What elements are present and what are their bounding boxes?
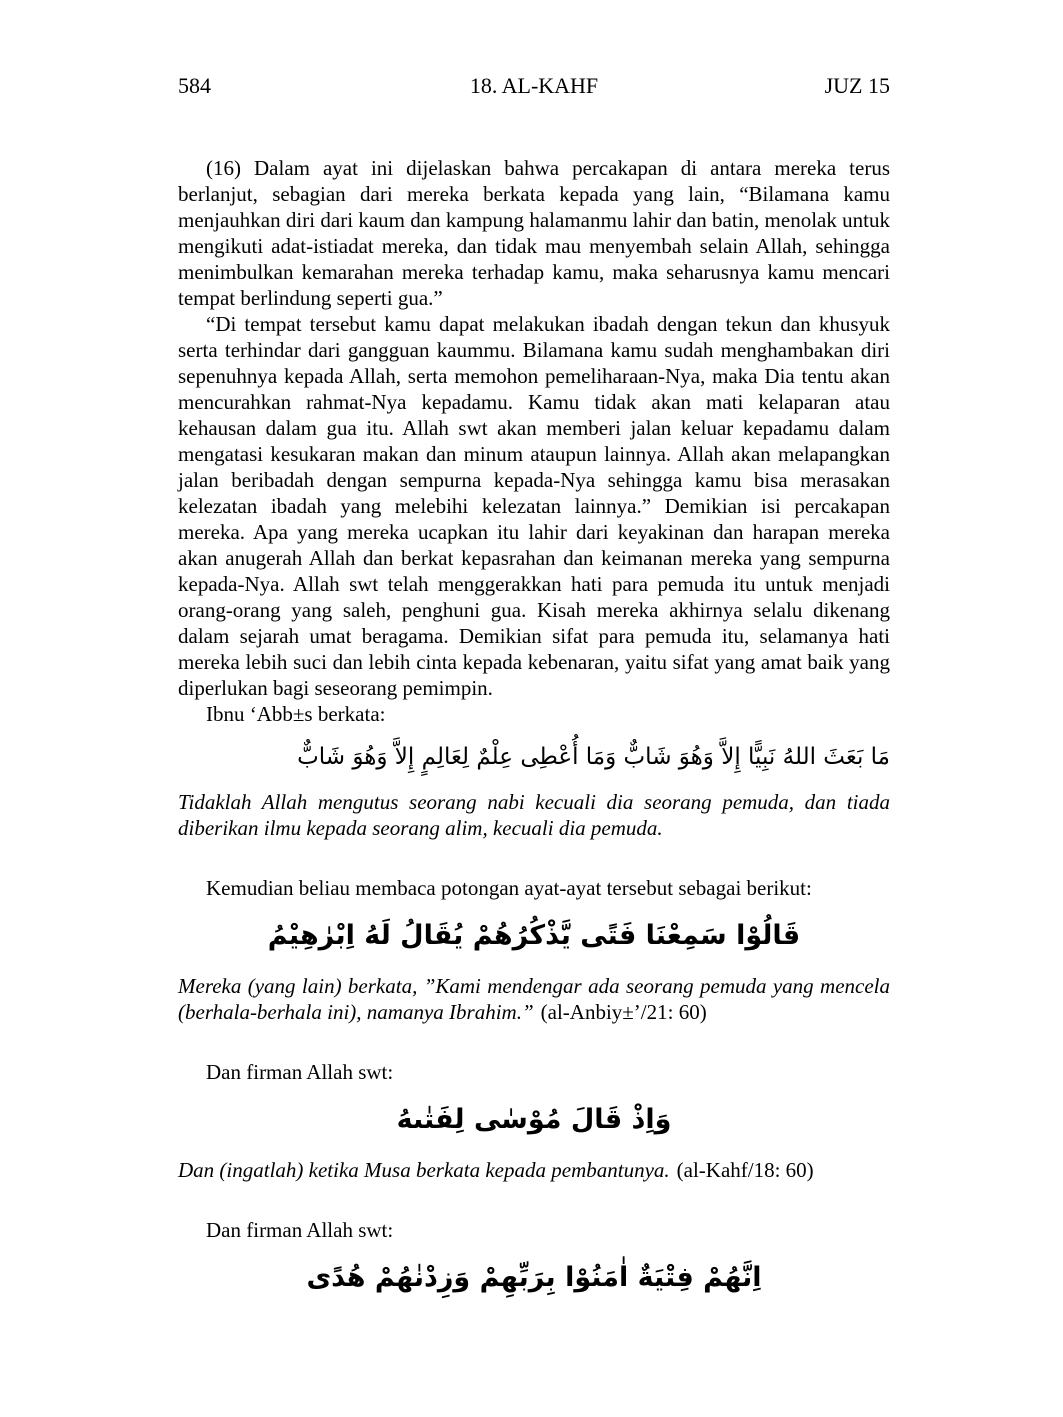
text-column (178, 0, 890, 1315)
quran-verse-al-kahf-18-13: اِنَّهُمْ فِتْيَةٌ اٰمَنُوْا بِرَبِّهِمْ وَزِدْنٰهُمْ هُدًى (306, 1262, 762, 1293)
verse2-citation: (al-Kahf/18: 60) (676, 1158, 814, 1182)
hadith-translation: Tidaklah Allah mengutus seorang nabi kecuali dia seorang pemuda, dan tiada diberikan ilmu kepada seorang alim, kecuali dia pemuda. (178, 790, 890, 840)
ibnu-abbas-lead: Ibnu ‘Abb±s berkata: (206, 702, 386, 726)
verse1-citation: (al-Anbiy±’/21: 60) (540, 1000, 707, 1024)
page-number: 584 (178, 73, 211, 98)
firman-lead-1: Dan firman Allah swt: (206, 1060, 394, 1084)
paragraph-commentary-continued: “Di tempat tersebut kamu dapat melakukan ibadah dengan tekun dan khusyuk serta terhindar dari gangguan kaummu. Bilamana kamu sudah menghambakan diri sepenuhnya kepada Allah, serta memohon pemeliharaan-Nya, maka Dia tentu akan mencurahkan rahmat-Nya kepadamu. Kamu tidak akan mati kelaparan atau kehausan dalam gua itu. Allah swt akan memberi jalan keluar kepadamu dalam mengatasi kesukaran makan dan minum ataupun lainnya. Allah akan melapangkan jalan beribadah dengan sempurna kepada-Nya sehingga kamu bisa merasakan kelezatan ibadah yang melebihi kelezatan lainnya.” Demikian isi percakapan mereka. Apa yang mereka ucapkan itu lahir dari keyakinan dan harapan mereka akan anugerah Allah dan berkat kepasrahan dan keimanan mereka yang sempurna kepada-Nya. Allah swt telah menggerakkan hati para pemuda itu untuk menjadi orang-orang yang saleh, penghuni gua. Kisah mereka akhirnya selalu dikenang dalam sejarah umat beragama. Demikian sifat para pemuda itu, selamanya hati mereka lebih suci dan lebih cinta kepada kebenaran, yaitu sifat yang amat baik yang diperlukan bagi seseorang pemimpin. (178, 312, 890, 700)
quran-verse-al-kahf-18-60: وَاِذْ قَالَ مُوْسٰى لِفَتٰىهُ (396, 1104, 672, 1135)
verse2-translation-block (178, 1157, 890, 1183)
body-text (178, 155, 890, 1303)
chapter-title: 18. AL-KAHF (469, 73, 599, 98)
paragraph-commentary-16: (16) Dalam ayat ini dijelaskan bahwa percakapan di antara mereka terus berlanjut, sebagian dari mereka berkata kepada yang lain, “Bilamana kamu menjauhkan diri dari kaum dan kampung halamanmu lahir dan batin, menolak untuk mengikuti adat-istiadat mereka, dan tidak mau menyembah selain Allah, sehingga menimbulkan kemarahan mereka terhadap kamu, maka seharusnya kamu mencari tempat berlindung seperti gua.” (178, 156, 890, 310)
verse1-translation-block (178, 973, 890, 1025)
quote-lead: Kemudian beliau membaca potongan ayat-ayat tersebut sebagai berikut: (206, 876, 812, 900)
verse2-translation: Dan (ingatlah) ketika Musa berkata kepada pembantunya. (178, 1158, 670, 1182)
hadith-arabic-text: مَا بَعَثَ اللهُ نَبِيًّا إِلاَّ وَهُوَ شَابٌّ وَمَا أُعْطِى عِلْمٌ لِعَالِمٍ إِلاَّ وَهُوَ شَابٌّ (297, 744, 890, 770)
firman-lead-2: Dan firman Allah swt: (206, 1218, 394, 1242)
verse1-translation: Mereka (yang lain) berkata, ”Kami mendengar ada seorang pemuda yang mencela (berhala-berhala ini), namanya Ibrahim.” (178, 974, 890, 1024)
page-header (178, 0, 890, 98)
quran-verse-al-anbiya-21-60: قَالُوْا سَمِعْنَا فَتًى يَّذْكُرُهُمْ يُقَالُ لَهُ اِبْرٰهِيْمُ (267, 920, 801, 951)
juz-label: JUZ 15 (824, 73, 890, 98)
